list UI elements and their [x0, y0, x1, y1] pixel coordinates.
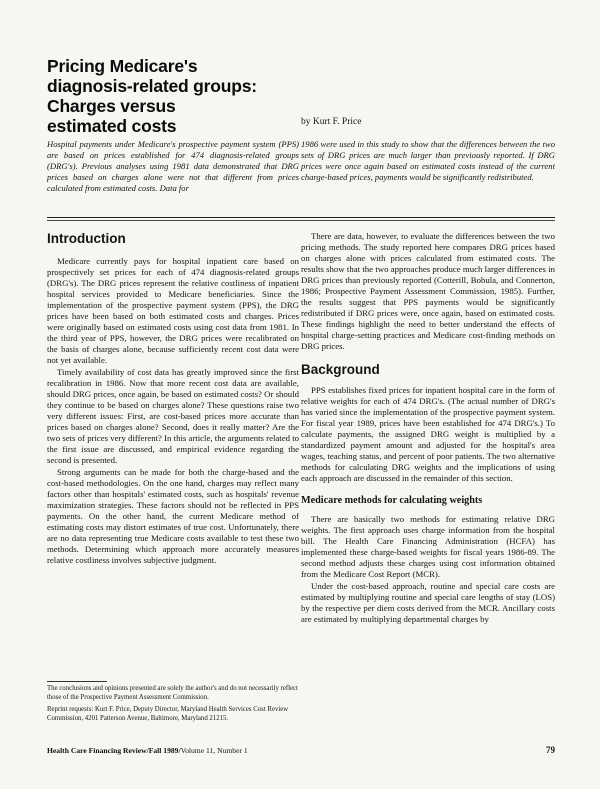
paragraph: Medicare currently pays for hospital inpatient care based on prospectively set prices for each of 474 diagnosis-related groups (DRG's). The DRG prices represent the relative costliness of inpatient hospital services provided to Medicare beneficiaries. Since the implementation of the prospective payment system (PPS), the DRG prices have been based on both estimated costs and charges. Prices were originally based on estimated costs using cost data from 1981. In the third year of PPS, however, the DRG prices were recalibrated on the basis of charges alone, because sufficiently recent cost data were not yet available.: [47, 256, 299, 365]
paragraph: Timely availability of cost data has greatly improved since the first recalibration in 1986. Now that more recent cost data are available, should DRG prices, once again, be based on estimated costs? Or should they continue to be based on charges alone? These questions raise two very different issues: First, are cost-based prices more accurate than prices based on charges alone? Second, does it really matter? Are the two sets of prices very different? In this article, the arguments related to the first issue are discussed, and empirical evidence regarding the second is presented.: [47, 367, 299, 465]
article-title: [47, 56, 287, 136]
paragraph: There are basically two methods for estimating relative DRG weights. The first approach uses charge information from the hospital bill. The Health Care Financing Administration (HCFA) has implemented these charge-based weights for fiscal years 1986-89. The second method adjusts these charges using cost information obtained from the Medicare Cost Report (MCR).: [301, 514, 555, 579]
abstract-left: [47, 139, 299, 194]
section-divider: [47, 217, 555, 218]
section-divider-thin: [47, 220, 555, 221]
abstract-text: 1986 were used in this study to show that the differences between the two sets of DRG prices are much larger than previously reported. If DRG prices were once again based on estimated costs instead of the current charge-based prices, payments would be significantly redistributed.: [301, 139, 555, 183]
title-line: Charges versus: [47, 96, 176, 116]
journal-name: Health Care Financing Review/Fall 1989/: [47, 746, 181, 755]
author-byline: by Kurt F. Price: [301, 117, 362, 127]
paragraph: PPS establishes fixed prices for inpatient hospital care in the form of relative weights for each of 474 DRG's. (The actual number of DRG's has varied since the implementation of the prospective payment system. For fiscal year 1989, prices have been established for 474 DRG's.) To calculate payments, the assigned DRG weight is multiplied by a standardized payment amount and adjusted for the hospital's area wages, teaching status, and percent of poor patients. The two alternative methods for calculating DRG weights and the implications of using each approach are discussed in the remainder of this section.: [301, 385, 555, 483]
abstract-text: Hospital payments under Medicare's prospective payment system (PPS) are based on prices established for 474 diagnosis-related groups (DRG's). Previous analyses using 1981 data demonstrated that DRG prices based on charges alone were not that different from prices calculated from estimated costs. Data for: [47, 139, 299, 194]
right-column: [301, 231, 555, 626]
title-line: Pricing Medicare's: [47, 56, 198, 76]
footnotes: [47, 685, 299, 727]
footnote-reprint: Reprint requests: Kurt F. Price, Deputy Director, Maryland Health Services Cost Review Commission, 4201 Patterson Avenue, Baltimore, Maryland 21215.: [47, 706, 289, 722]
paragraph: There are data, however, to evaluate the differences between the two pricing methods. The study reported here compares DRG prices based on charges alone with prices calculated from estimated costs. The results show that the two approaches produce much larger differences in DRG prices than previously reported (Cotterill, Bobula, and Connerton, 1986; Prospective Payment Assessment Commission, 1985). Further, the results suggest that PPS payments would be significantly redistributed if DRG prices were, once again, based on estimated costs. These findings highlight the need to better understand the effects of hospital charge-setting practices and Medicare cost-finding methods on DRG prices.: [301, 231, 555, 351]
heading-introduction: Introduction: [47, 231, 126, 246]
journal-volume: Volume 11, Number 1: [180, 746, 248, 755]
footnote-divider: [47, 681, 107, 682]
title-line: diagnosis-related groups:: [47, 76, 257, 96]
title-line: estimated costs: [47, 116, 177, 136]
left-column: [47, 231, 299, 567]
heading-background: Background: [301, 362, 380, 377]
heading-medicare-methods: Medicare methods for calculating weights: [301, 495, 483, 506]
footnote-disclaimer: The conclusions and opinions presented are solely the author's and do not necessarily reflect those of the Prospective Payment Assessment Commission.: [47, 685, 298, 701]
paragraph: Strong arguments can be made for both the charge-based and the cost-based methodologies. On the one hand, charges may reflect many factors other than hospitals' estimated costs, such as hospitals' revenue maximization strategies. These factors should not be reflected in PPS payments. On the other hand, the current Medicare method of estimating costs may distort estimates of true cost. Unfortunately, there are no data representing true Medicare costs available to test these two methods. Determining which approach more accurately measures relative costliness involves subjective judgment.: [47, 467, 299, 565]
abstract-right: [301, 139, 555, 183]
page-footer: [47, 746, 555, 755]
page-number: 79: [546, 745, 555, 755]
paragraph: Under the cost-based approach, routine and special care costs are estimated by multiplying routine and special care lengths of stay (LOS) by the respective per diem costs derived from the MCR. Ancillary costs are estimated by multiplying departmental charges by: [301, 581, 555, 624]
